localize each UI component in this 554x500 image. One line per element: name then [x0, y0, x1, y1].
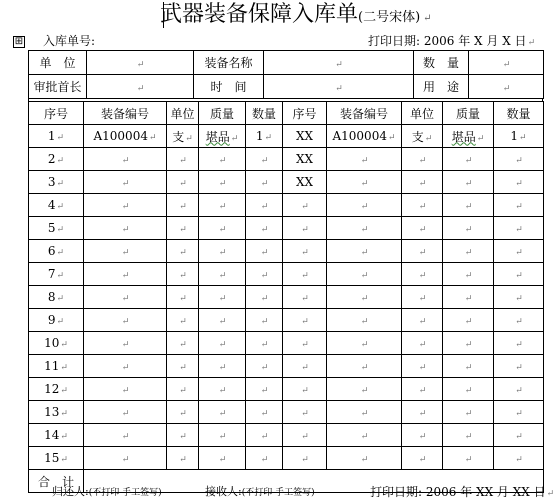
- returner-signature: 归还人:(不打印 手工签写): [52, 485, 162, 498]
- table-row: [29, 286, 544, 309]
- header-table: [28, 50, 544, 99]
- table-cell[interactable]: ↵: [327, 424, 402, 447]
- table-cell[interactable]: 15↵: [29, 447, 84, 470]
- table-cell[interactable]: ↵: [199, 148, 246, 171]
- table-cell[interactable]: ↵: [402, 424, 443, 447]
- table-cell[interactable]: 1↵: [494, 125, 544, 148]
- table-cell[interactable]: ↵: [402, 148, 443, 171]
- table-cell[interactable]: ↵: [199, 355, 246, 378]
- table-cell[interactable]: ↵: [167, 263, 199, 286]
- page-title: [160, 0, 460, 30]
- table-cell[interactable]: ↵: [167, 217, 199, 240]
- table-cell[interactable]: ↵: [443, 217, 494, 240]
- table-cell[interactable]: A100004↵: [327, 125, 402, 148]
- time-value[interactable]: ↵: [264, 75, 414, 99]
- table-cell[interactable]: ↵: [494, 378, 544, 401]
- table-cell[interactable]: 1↵: [246, 125, 283, 148]
- table-cell[interactable]: ↵: [494, 286, 544, 309]
- table-cell[interactable]: ↵: [167, 148, 199, 171]
- table-cell[interactable]: ↵: [443, 194, 494, 217]
- table-cell[interactable]: ↵: [167, 240, 199, 263]
- table-row: [29, 171, 544, 194]
- table-cell[interactable]: ↵: [494, 332, 544, 355]
- print-date-bottom: 打印日期: 2006 年 XX 月 XX 日↵: [370, 485, 554, 499]
- table-row: [29, 309, 544, 332]
- table-cell[interactable]: ↵: [167, 309, 199, 332]
- table-cell[interactable]: ↵: [167, 194, 199, 217]
- table-cell[interactable]: ↵: [327, 378, 402, 401]
- table-cell[interactable]: 10↵: [29, 332, 84, 355]
- qty-value[interactable]: ↵: [469, 51, 544, 75]
- table-cell[interactable]: ↵: [494, 309, 544, 332]
- table-cell[interactable]: ↵: [327, 447, 402, 470]
- table-cell[interactable]: ↵: [327, 286, 402, 309]
- items-table: [28, 101, 544, 493]
- table-cell[interactable]: 4↵: [29, 194, 84, 217]
- receipt-form: [28, 50, 543, 489]
- table-cell[interactable]: ↵: [402, 355, 443, 378]
- table-move-handle-icon[interactable]: ⊞: [14, 36, 24, 47]
- table-cell[interactable]: ↵: [283, 240, 327, 263]
- table-cell[interactable]: ↵: [199, 332, 246, 355]
- table-cell[interactable]: ↵: [283, 286, 327, 309]
- table-cell[interactable]: ↵: [327, 240, 402, 263]
- column-header: 质量: [199, 102, 246, 125]
- table-cell[interactable]: 2↵: [29, 148, 84, 171]
- table-cell[interactable]: ↵: [84, 401, 167, 424]
- table-cell[interactable]: ↵: [84, 309, 167, 332]
- approver-value[interactable]: ↵: [87, 75, 194, 99]
- table-cell[interactable]: ↵: [199, 171, 246, 194]
- table-cell[interactable]: ↵: [246, 332, 283, 355]
- table-cell[interactable]: ↵: [283, 194, 327, 217]
- table-cell[interactable]: XX: [283, 171, 327, 194]
- table-cell[interactable]: ↵: [246, 447, 283, 470]
- total-label: 合 计: [29, 470, 84, 493]
- header-row-1: [29, 51, 544, 75]
- table-cell[interactable]: ↵: [167, 401, 199, 424]
- unit-label: 单 位: [29, 51, 87, 75]
- table-cell[interactable]: ↵: [283, 332, 327, 355]
- table-cell[interactable]: ↵: [246, 171, 283, 194]
- table-cell[interactable]: ↵: [199, 401, 246, 424]
- column-header: 数量: [494, 102, 544, 125]
- table-cell[interactable]: ↵: [167, 355, 199, 378]
- table-row: [29, 355, 544, 378]
- table-cell[interactable]: ↵: [402, 332, 443, 355]
- table-cell[interactable]: ↵: [84, 263, 167, 286]
- table-cell[interactable]: 支↵: [402, 125, 443, 148]
- table-cell[interactable]: A100004↵: [84, 125, 167, 148]
- column-header: 装备编号: [84, 102, 167, 125]
- table-cell[interactable]: ↵: [494, 240, 544, 263]
- time-label: 时 间: [194, 75, 264, 99]
- table-cell[interactable]: ↵: [443, 171, 494, 194]
- table-cell[interactable]: ↵: [84, 194, 167, 217]
- table-cell[interactable]: ↵: [84, 355, 167, 378]
- approver-label: 审批首长: [29, 75, 87, 99]
- table-cell[interactable]: ↵: [494, 355, 544, 378]
- table-cell[interactable]: ↵: [402, 401, 443, 424]
- table-cell[interactable]: ↵: [402, 263, 443, 286]
- order-number-label: 入库单号:: [43, 34, 96, 48]
- title-text: 武器装备保障入库单: [160, 2, 359, 27]
- table-cell[interactable]: ↵: [327, 309, 402, 332]
- title-note: (二号宋体): [358, 10, 421, 25]
- header-row-2: [29, 75, 544, 99]
- table-cell[interactable]: XX: [283, 125, 327, 148]
- table-cell[interactable]: ↵: [402, 286, 443, 309]
- table-cell[interactable]: ↵: [199, 217, 246, 240]
- table-cell[interactable]: ↵: [402, 378, 443, 401]
- table-cell[interactable]: 5↵: [29, 217, 84, 240]
- table-cell[interactable]: ↵: [494, 171, 544, 194]
- table-cell[interactable]: ↵: [167, 424, 199, 447]
- table-cell[interactable]: ↵: [283, 309, 327, 332]
- table-cell[interactable]: ↵: [283, 217, 327, 240]
- table-cell[interactable]: XX: [283, 148, 327, 171]
- column-header: 单位: [167, 102, 199, 125]
- table-cell[interactable]: ↵: [327, 171, 402, 194]
- table-cell[interactable]: ↵: [494, 401, 544, 424]
- table-cell[interactable]: ↵: [283, 263, 327, 286]
- table-cell[interactable]: ↵: [402, 447, 443, 470]
- column-header-row: [29, 102, 544, 125]
- table-cell[interactable]: ↵: [443, 148, 494, 171]
- table-cell[interactable]: ↵: [246, 217, 283, 240]
- table-cell[interactable]: ↵: [167, 286, 199, 309]
- use-label: 用 途: [414, 75, 469, 99]
- table-cell[interactable]: ↵: [443, 355, 494, 378]
- table-cell[interactable]: ↵: [402, 171, 443, 194]
- table-cell[interactable]: ↵: [443, 309, 494, 332]
- table-cell[interactable]: ↵: [443, 447, 494, 470]
- table-cell[interactable]: 12↵: [29, 378, 84, 401]
- table-cell[interactable]: ↵: [246, 424, 283, 447]
- unit-value[interactable]: ↵: [87, 51, 194, 75]
- table-cell[interactable]: ↵: [199, 309, 246, 332]
- table-row: [29, 240, 544, 263]
- table-cell[interactable]: 1↵: [29, 125, 84, 148]
- table-cell[interactable]: ↵: [402, 194, 443, 217]
- table-cell[interactable]: ↵: [327, 217, 402, 240]
- table-cell[interactable]: ↵: [246, 194, 283, 217]
- table-row: [29, 332, 544, 355]
- equip-name-label: 装备名称: [194, 51, 264, 75]
- table-cell[interactable]: 13↵: [29, 401, 84, 424]
- table-cell[interactable]: ↵: [167, 171, 199, 194]
- table-cell[interactable]: ↵: [246, 378, 283, 401]
- table-cell[interactable]: ↵: [84, 378, 167, 401]
- table-cell[interactable]: ↵: [443, 332, 494, 355]
- table-cell[interactable]: ↵: [283, 447, 327, 470]
- print-date-top: 打印日期: 2006 年 X 月 X 日↵: [368, 34, 536, 48]
- table-cell[interactable]: ↵: [283, 424, 327, 447]
- table-cell[interactable]: ↵: [494, 217, 544, 240]
- table-row: [29, 217, 544, 240]
- table-cell[interactable]: ↵: [494, 194, 544, 217]
- table-cell[interactable]: ↵: [246, 263, 283, 286]
- table-cell[interactable]: 堪品↵: [199, 125, 246, 148]
- table-cell[interactable]: 3↵: [29, 171, 84, 194]
- table-cell[interactable]: ↵: [246, 309, 283, 332]
- column-header: 序号: [283, 102, 327, 125]
- table-cell[interactable]: ↵: [327, 148, 402, 171]
- table-row: [29, 424, 544, 447]
- table-cell[interactable]: ↵: [84, 332, 167, 355]
- table-cell[interactable]: ↵: [84, 217, 167, 240]
- table-cell[interactable]: ↵: [246, 401, 283, 424]
- table-row: [29, 447, 544, 470]
- table-row: [29, 401, 544, 424]
- table-cell[interactable]: ↵: [246, 355, 283, 378]
- table-row: [29, 125, 544, 148]
- table-cell[interactable]: 堪品↵: [443, 125, 494, 148]
- table-cell[interactable]: ↵: [402, 240, 443, 263]
- table-cell[interactable]: ↵: [402, 217, 443, 240]
- table-cell[interactable]: 支↵: [167, 125, 199, 148]
- table-cell[interactable]: ↵: [443, 240, 494, 263]
- table-cell[interactable]: ↵: [283, 401, 327, 424]
- table-cell[interactable]: ↵: [84, 171, 167, 194]
- table-cell[interactable]: ↵: [84, 240, 167, 263]
- table-cell[interactable]: ↵: [84, 148, 167, 171]
- table-cell[interactable]: ↵: [327, 194, 402, 217]
- table-cell[interactable]: ↵: [443, 424, 494, 447]
- table-cell[interactable]: ↵: [283, 378, 327, 401]
- column-header: 装备编号: [327, 102, 402, 125]
- table-cell[interactable]: ↵: [84, 424, 167, 447]
- table-cell[interactable]: ↵: [199, 263, 246, 286]
- table-cell[interactable]: 7↵: [29, 263, 84, 286]
- table-cell[interactable]: ↵: [494, 447, 544, 470]
- table-cell[interactable]: ↵: [84, 286, 167, 309]
- table-row: [29, 378, 544, 401]
- equip-name-value[interactable]: ↵: [264, 51, 414, 75]
- table-cell[interactable]: ↵: [167, 332, 199, 355]
- column-header: 质量: [443, 102, 494, 125]
- table-cell[interactable]: 11↵: [29, 355, 84, 378]
- receiver-signature: 接收人:(不打印 手工签写): [205, 485, 315, 498]
- column-header: 单位: [402, 102, 443, 125]
- table-cell[interactable]: ↵: [443, 378, 494, 401]
- table-cell[interactable]: ↵: [167, 447, 199, 470]
- table-cell[interactable]: ↵: [494, 424, 544, 447]
- table-cell[interactable]: ↵: [199, 286, 246, 309]
- table-cell[interactable]: ↵: [283, 355, 327, 378]
- table-row: [29, 263, 544, 286]
- table-cell[interactable]: ↵: [494, 148, 544, 171]
- column-header: 序号: [29, 102, 84, 125]
- paragraph-mark-icon: ↵: [423, 13, 432, 24]
- table-cell[interactable]: ↵: [327, 263, 402, 286]
- table-cell[interactable]: ↵: [494, 263, 544, 286]
- table-cell[interactable]: ↵: [199, 378, 246, 401]
- table-cell[interactable]: ↵: [443, 263, 494, 286]
- table-cell[interactable]: ↵: [327, 355, 402, 378]
- table-cell[interactable]: ↵: [199, 447, 246, 470]
- table-cell[interactable]: ↵: [167, 378, 199, 401]
- table-cell[interactable]: 14↵: [29, 424, 84, 447]
- table-cell[interactable]: ↵: [402, 309, 443, 332]
- table-row: [29, 194, 544, 217]
- table-cell[interactable]: ↵: [199, 240, 246, 263]
- table-cell[interactable]: ↵: [327, 332, 402, 355]
- table-cell[interactable]: 6↵: [29, 240, 84, 263]
- table-cell[interactable]: ↵: [199, 194, 246, 217]
- table-cell[interactable]: ↵: [246, 148, 283, 171]
- table-cell[interactable]: ↵: [443, 286, 494, 309]
- table-cell[interactable]: 8↵: [29, 286, 84, 309]
- table-cell[interactable]: ↵: [199, 424, 246, 447]
- qty-label: 数 量: [414, 51, 469, 75]
- table-cell[interactable]: ↵: [443, 401, 494, 424]
- table-cell[interactable]: ↵: [246, 240, 283, 263]
- table-cell[interactable]: ↵: [84, 447, 167, 470]
- table-cell[interactable]: ↵: [327, 401, 402, 424]
- column-header: 数量: [246, 102, 283, 125]
- use-value[interactable]: ↵: [469, 75, 544, 99]
- table-cell[interactable]: ↵: [246, 286, 283, 309]
- table-row: [29, 148, 544, 171]
- table-cell[interactable]: 9↵: [29, 309, 84, 332]
